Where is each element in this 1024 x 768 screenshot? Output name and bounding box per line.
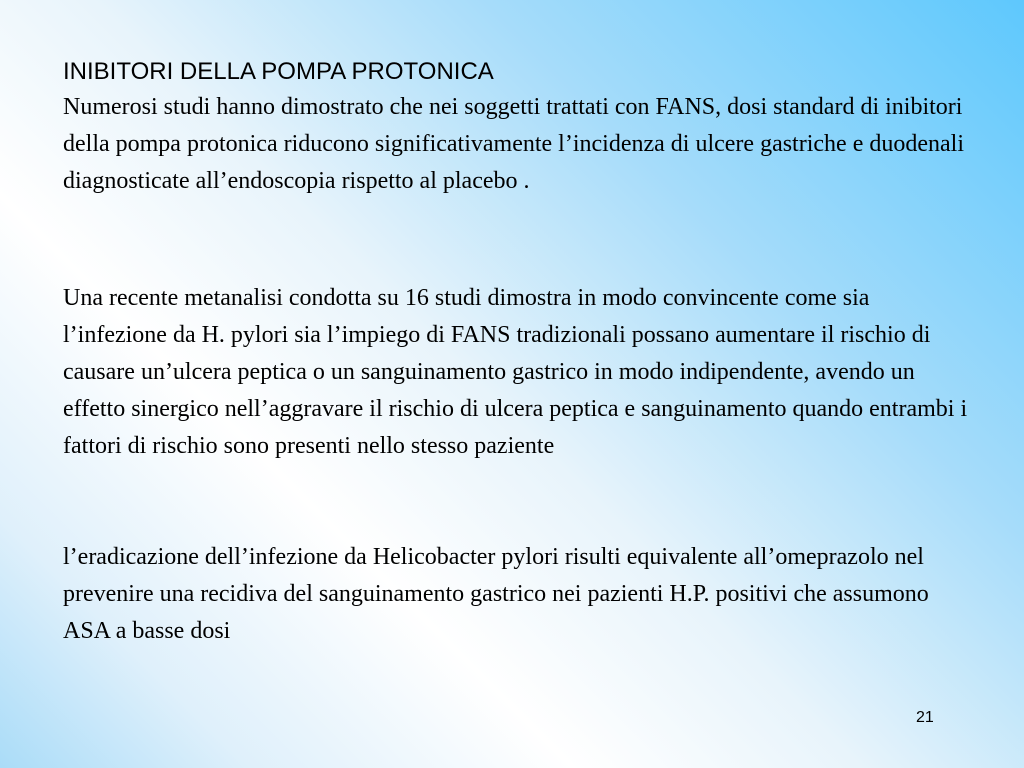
page-number: 21 xyxy=(916,709,934,726)
body-paragraph-ppi-studies: Numerosi studi hanno dimostrato che nei soggetti trattati con FANS, dosi standard di inibitori della pompa protonica riducono significativamente l’incidenza di ulcere gastriche e duodenali diagnosticate all’endoscopia rispetto al placebo . xyxy=(63,94,964,194)
body-paragraph-metanalysis: Una recente metanalisi condotta su 16 studi dimostra in modo convincente come sia l’infezione da H. pylori sia l’impiego di FANS tradizionali possano aumentare il rischio di causare un’ulcera peptica o un sanguinamento gastrico in modo indipendente, avendo un effetto sinergico nell’aggravare il rischio di ulcera peptica e sanguinamento quando entrambi i fattori di rischio sono presenti nello stesso paziente xyxy=(63,285,968,459)
body-paragraph-eradication: l’eradicazione dell’infezione da Helicobacter pylori risulti equivalente all’omeprazolo nel prevenire una recidiva del sanguinamento gastrico nei pazienti H.P. positivi che assumono ASA a basse dosi xyxy=(63,544,929,644)
slide-title: INIBITORI DELLA POMPA PROTONICA xyxy=(63,58,494,85)
